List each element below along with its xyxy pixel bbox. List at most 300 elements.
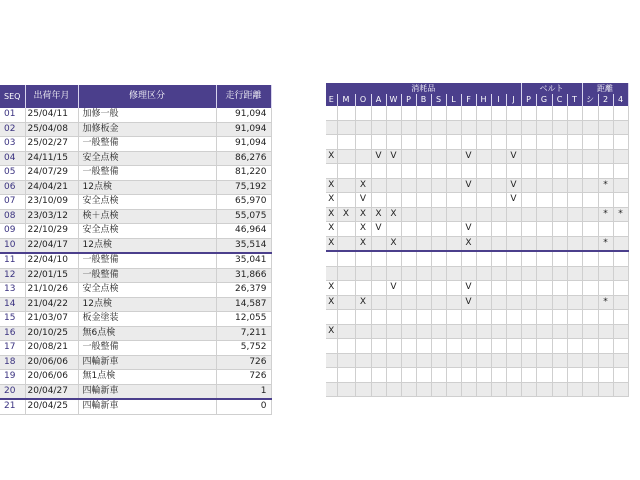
- mark-cell: [371, 106, 386, 120]
- mark-cell: [355, 324, 371, 339]
- mark-cell: [491, 382, 506, 397]
- table-row[interactable]: [0, 195, 271, 210]
- mark-cell: [401, 149, 416, 164]
- mark-cell: [552, 339, 567, 354]
- mark-cell: [521, 120, 536, 135]
- mark-cell: [337, 295, 355, 310]
- mark-cell: [386, 222, 401, 237]
- consumable-row: [326, 324, 628, 339]
- mark-cell: [401, 207, 416, 222]
- mark-cell: [461, 164, 476, 179]
- mark-cell: [582, 251, 598, 266]
- mark-cell: [552, 266, 567, 281]
- mark-cell: [461, 310, 476, 325]
- mark-cell: [446, 236, 461, 251]
- mark-cell: [476, 164, 491, 179]
- mark-cell: [401, 135, 416, 150]
- column-header-12[interactable]: J: [506, 94, 521, 106]
- mark-cell: [598, 266, 613, 281]
- mark-cell: [536, 178, 552, 193]
- mark-cell: [521, 353, 536, 368]
- cell-seq: 03: [0, 137, 25, 152]
- mark-cell: V: [506, 193, 521, 208]
- column-header-14[interactable]: G: [536, 94, 552, 106]
- column-header-6[interactable]: B: [416, 94, 431, 106]
- mark-cell: [552, 251, 567, 266]
- mark-cell: [371, 281, 386, 296]
- mark-cell: [371, 236, 386, 251]
- mark-cell: [521, 295, 536, 310]
- mark-cell: [416, 236, 431, 251]
- mark-cell: [476, 295, 491, 310]
- mark-cell: [461, 266, 476, 281]
- cell-dist: 31,866: [216, 268, 271, 283]
- mark-cell: [446, 281, 461, 296]
- mark-cell: [446, 178, 461, 193]
- group-header-2: 距離: [582, 83, 628, 94]
- mark-cell: [326, 266, 337, 281]
- mark-cell: [401, 382, 416, 397]
- mark-cell: [613, 266, 628, 281]
- mark-cell: [491, 164, 506, 179]
- cell-seq: 09: [0, 224, 25, 239]
- column-header-5[interactable]: P: [401, 94, 416, 106]
- mark-cell: [491, 135, 506, 150]
- header-kind[interactable]: 修理区分: [78, 85, 216, 108]
- mark-cell: [446, 382, 461, 397]
- consumable-row: [326, 236, 628, 251]
- cell-kind: 板金塗装: [78, 312, 216, 327]
- table-row[interactable]: [0, 108, 271, 122]
- mark-cell: [491, 251, 506, 266]
- mark-cell: [461, 339, 476, 354]
- mark-cell: [371, 193, 386, 208]
- mark-cell: [431, 178, 446, 193]
- mark-cell: [491, 353, 506, 368]
- mark-cell: [598, 382, 613, 397]
- mark-cell: [446, 266, 461, 281]
- column-header-1[interactable]: M: [337, 94, 355, 106]
- mark-cell: [416, 135, 431, 150]
- cell-dist: 5,752: [216, 341, 271, 356]
- mark-cell: [521, 266, 536, 281]
- mark-cell: [567, 164, 582, 179]
- mark-cell: [337, 120, 355, 135]
- mark-cell: [355, 266, 371, 281]
- mark-cell: [461, 106, 476, 120]
- mark-cell: [567, 382, 582, 397]
- column-header-7[interactable]: S: [431, 94, 446, 106]
- mark-cell: [582, 222, 598, 237]
- consumable-row: [326, 251, 628, 266]
- mark-cell: [598, 222, 613, 237]
- mark-cell: [386, 135, 401, 150]
- mark-cell: [461, 324, 476, 339]
- mark-cell: [476, 251, 491, 266]
- mark-cell: [582, 368, 598, 383]
- mark-cell: [431, 135, 446, 150]
- mark-cell: [461, 353, 476, 368]
- mark-cell: X: [326, 281, 337, 296]
- mark-cell: [536, 207, 552, 222]
- mark-cell: [598, 149, 613, 164]
- mark-cell: [521, 236, 536, 251]
- mark-cell: [416, 106, 431, 120]
- mark-cell: [371, 120, 386, 135]
- mark-cell: [552, 106, 567, 120]
- mark-cell: [355, 310, 371, 325]
- mark-cell: [536, 368, 552, 383]
- mark-cell: *: [598, 207, 613, 222]
- mark-cell: [598, 135, 613, 150]
- table-row[interactable]: [0, 326, 271, 341]
- mark-cell: [371, 382, 386, 397]
- mark-cell: [355, 106, 371, 120]
- table-row[interactable]: [0, 268, 271, 283]
- table-row[interactable]: [0, 341, 271, 356]
- cell-seq: 13: [0, 283, 25, 298]
- mark-cell: [337, 266, 355, 281]
- mark-cell: X: [371, 207, 386, 222]
- mark-cell: [476, 266, 491, 281]
- cell-seq: 19: [0, 370, 25, 385]
- mark-cell: [431, 382, 446, 397]
- cell-seq: 10: [0, 238, 25, 253]
- mark-cell: [386, 353, 401, 368]
- mark-cell: [521, 382, 536, 397]
- mark-cell: V: [386, 149, 401, 164]
- mark-cell: [598, 193, 613, 208]
- table-row[interactable]: [0, 137, 271, 152]
- mark-cell: [386, 193, 401, 208]
- history-table: [0, 85, 272, 415]
- mark-cell: [355, 382, 371, 397]
- mark-cell: [521, 251, 536, 266]
- mark-cell: [582, 178, 598, 193]
- mark-cell: [521, 324, 536, 339]
- mark-cell: [401, 324, 416, 339]
- column-header-17[interactable]: シ: [582, 94, 598, 106]
- consumable-row: [326, 120, 628, 135]
- mark-cell: [491, 266, 506, 281]
- column-header-4[interactable]: W: [386, 94, 401, 106]
- cell-dist: 35,514: [216, 238, 271, 253]
- mark-cell: [613, 164, 628, 179]
- mark-cell: [401, 106, 416, 120]
- cell-seq: 15: [0, 312, 25, 327]
- mark-cell: [337, 222, 355, 237]
- cell-kind: 安全点検: [78, 195, 216, 210]
- consumable-row: [326, 310, 628, 325]
- mark-cell: [476, 368, 491, 383]
- mark-cell: [567, 106, 582, 120]
- group-header-1: ベルト: [521, 83, 582, 94]
- mark-cell: [476, 135, 491, 150]
- cell-date: 22/01/15: [25, 268, 78, 283]
- mark-cell: [567, 324, 582, 339]
- mark-cell: [552, 310, 567, 325]
- cell-dist: 12,055: [216, 312, 271, 327]
- mark-cell: [386, 324, 401, 339]
- mark-cell: X: [355, 178, 371, 193]
- mark-cell: [386, 178, 401, 193]
- mark-cell: [416, 222, 431, 237]
- table-row[interactable]: [0, 238, 271, 253]
- mark-cell: [371, 266, 386, 281]
- mark-cell: [416, 207, 431, 222]
- cell-dist: 91,094: [216, 108, 271, 122]
- cell-kind: 安全点検: [78, 224, 216, 239]
- cell-dist: 26,379: [216, 283, 271, 298]
- mark-cell: [613, 178, 628, 193]
- mark-cell: [552, 120, 567, 135]
- mark-cell: [536, 353, 552, 368]
- mark-cell: [521, 281, 536, 296]
- mark-cell: [536, 295, 552, 310]
- mark-cell: [567, 149, 582, 164]
- cell-seq: 04: [0, 151, 25, 166]
- table-row[interactable]: [0, 283, 271, 298]
- mark-cell: [431, 353, 446, 368]
- mark-cell: X: [355, 222, 371, 237]
- mark-cell: [476, 207, 491, 222]
- mark-cell: [337, 339, 355, 354]
- mark-cell: [582, 207, 598, 222]
- mark-cell: [521, 106, 536, 120]
- cell-kind: 12点検: [78, 297, 216, 312]
- table-row[interactable]: [0, 312, 271, 327]
- mark-cell: [521, 310, 536, 325]
- mark-cell: [446, 339, 461, 354]
- table-row[interactable]: [0, 399, 271, 414]
- table-row[interactable]: [0, 122, 271, 137]
- mark-cell: [521, 339, 536, 354]
- mark-cell: V: [461, 222, 476, 237]
- mark-cell: [446, 106, 461, 120]
- mark-cell: [326, 382, 337, 397]
- mark-cell: *: [598, 295, 613, 310]
- mark-cell: [401, 339, 416, 354]
- cell-dist: 55,075: [216, 209, 271, 224]
- column-header-18[interactable]: 2: [598, 94, 613, 106]
- mark-cell: [491, 324, 506, 339]
- mark-cell: [446, 120, 461, 135]
- mark-cell: [416, 368, 431, 383]
- mark-cell: [461, 368, 476, 383]
- cell-date: 24/07/29: [25, 166, 78, 181]
- mark-cell: [552, 353, 567, 368]
- mark-cell: [431, 281, 446, 296]
- table-row[interactable]: [0, 224, 271, 239]
- mark-cell: [355, 135, 371, 150]
- mark-cell: [536, 324, 552, 339]
- table-row[interactable]: [0, 166, 271, 181]
- cell-dist: 91,094: [216, 137, 271, 152]
- column-header-11[interactable]: I: [491, 94, 506, 106]
- cell-kind: 四輪新車: [78, 399, 216, 414]
- cell-dist: 726: [216, 370, 271, 385]
- mark-cell: [567, 178, 582, 193]
- mark-cell: [552, 207, 567, 222]
- mark-cell: *: [613, 207, 628, 222]
- mark-cell: [476, 178, 491, 193]
- mark-cell: [613, 353, 628, 368]
- cell-date: 24/11/15: [25, 151, 78, 166]
- column-header-13[interactable]: P: [521, 94, 536, 106]
- column-header-9[interactable]: F: [461, 94, 476, 106]
- column-header-19[interactable]: 4: [613, 94, 628, 106]
- mark-cell: X: [326, 193, 337, 208]
- header-seq[interactable]: SEQ: [0, 85, 25, 108]
- mark-cell: [386, 382, 401, 397]
- mark-cell: V: [355, 193, 371, 208]
- cell-dist: 75,192: [216, 180, 271, 195]
- cell-dist: 7,211: [216, 326, 271, 341]
- mark-cell: [416, 281, 431, 296]
- mark-cell: X: [355, 236, 371, 251]
- cell-seq: 18: [0, 355, 25, 370]
- consumable-row: [326, 178, 628, 193]
- mark-cell: [401, 178, 416, 193]
- cell-kind: 無6点検: [78, 326, 216, 341]
- mark-cell: [491, 120, 506, 135]
- table-row[interactable]: [0, 151, 271, 166]
- mark-cell: [431, 149, 446, 164]
- column-header-10[interactable]: H: [476, 94, 491, 106]
- column-header-16[interactable]: T: [567, 94, 582, 106]
- column-header-8[interactable]: L: [446, 94, 461, 106]
- mark-cell: [446, 324, 461, 339]
- mark-cell: [416, 193, 431, 208]
- mark-cell: [506, 339, 521, 354]
- mark-cell: [491, 281, 506, 296]
- mark-cell: [506, 266, 521, 281]
- table-row[interactable]: [0, 209, 271, 224]
- cell-date: 20/04/25: [25, 399, 78, 414]
- mark-cell: [337, 310, 355, 325]
- column-header-3[interactable]: A: [371, 94, 386, 106]
- consumable-row: [326, 222, 628, 237]
- mark-cell: [567, 222, 582, 237]
- mark-cell: [567, 236, 582, 251]
- cell-date: 23/03/12: [25, 209, 78, 224]
- mark-cell: [567, 339, 582, 354]
- mark-cell: [476, 382, 491, 397]
- table-row[interactable]: [0, 253, 271, 268]
- mark-cell: [613, 236, 628, 251]
- cell-seq: 16: [0, 326, 25, 341]
- mark-cell: [446, 310, 461, 325]
- table-row[interactable]: [0, 384, 271, 399]
- mark-cell: [536, 120, 552, 135]
- cell-kind: 安全点検: [78, 151, 216, 166]
- consumable-row: [326, 368, 628, 383]
- mark-cell: [386, 251, 401, 266]
- header-distance[interactable]: 走行距離: [216, 85, 271, 108]
- mark-cell: [355, 164, 371, 179]
- mark-cell: X: [326, 236, 337, 251]
- mark-cell: [416, 266, 431, 281]
- cell-dist: 14,587: [216, 297, 271, 312]
- mark-cell: [416, 251, 431, 266]
- mark-cell: [371, 295, 386, 310]
- table-row[interactable]: [0, 180, 271, 195]
- mark-cell: [326, 353, 337, 368]
- consumables-group-header: [326, 83, 628, 94]
- mark-cell: [552, 295, 567, 310]
- mark-cell: [552, 281, 567, 296]
- mark-cell: [536, 310, 552, 325]
- mark-cell: [371, 324, 386, 339]
- mark-cell: [613, 251, 628, 266]
- mark-cell: [567, 310, 582, 325]
- mark-cell: V: [506, 178, 521, 193]
- mark-cell: [337, 324, 355, 339]
- mark-cell: [613, 295, 628, 310]
- mark-cell: [598, 368, 613, 383]
- mark-cell: [401, 193, 416, 208]
- mark-cell: [401, 120, 416, 135]
- mark-cell: [491, 222, 506, 237]
- mark-cell: [582, 164, 598, 179]
- mark-cell: V: [506, 149, 521, 164]
- mark-cell: [552, 236, 567, 251]
- mark-cell: [355, 149, 371, 164]
- table-row[interactable]: [0, 297, 271, 312]
- mark-cell: V: [371, 149, 386, 164]
- column-header-15[interactable]: C: [552, 94, 567, 106]
- mark-cell: [491, 149, 506, 164]
- table-row[interactable]: [0, 355, 271, 370]
- table-row[interactable]: [0, 370, 271, 385]
- column-header-2[interactable]: O: [355, 94, 371, 106]
- mark-cell: [326, 339, 337, 354]
- column-header-0[interactable]: E: [326, 94, 337, 106]
- mark-cell: [491, 178, 506, 193]
- mark-cell: [326, 135, 337, 150]
- consumable-row: [326, 207, 628, 222]
- mark-cell: [506, 207, 521, 222]
- mark-cell: [613, 310, 628, 325]
- mark-cell: [506, 382, 521, 397]
- mark-cell: [613, 193, 628, 208]
- mark-cell: [567, 266, 582, 281]
- mark-cell: [386, 266, 401, 281]
- mark-cell: [536, 251, 552, 266]
- mark-cell: [521, 193, 536, 208]
- mark-cell: [371, 353, 386, 368]
- mark-cell: X: [326, 178, 337, 193]
- cell-kind: 検＋点検: [78, 209, 216, 224]
- mark-cell: X: [355, 295, 371, 310]
- mark-cell: [371, 368, 386, 383]
- mark-cell: [582, 106, 598, 120]
- mark-cell: [598, 281, 613, 296]
- mark-cell: [461, 251, 476, 266]
- cell-seq: 02: [0, 122, 25, 137]
- cell-date: 21/10/26: [25, 283, 78, 298]
- mark-cell: [506, 324, 521, 339]
- header-date[interactable]: 出荷年月: [25, 85, 78, 108]
- mark-cell: [476, 310, 491, 325]
- mark-cell: [476, 236, 491, 251]
- mark-cell: [431, 164, 446, 179]
- mark-cell: [337, 193, 355, 208]
- mark-cell: [431, 236, 446, 251]
- mark-cell: [598, 310, 613, 325]
- cell-date: 22/04/10: [25, 253, 78, 268]
- cell-date: 25/04/08: [25, 122, 78, 137]
